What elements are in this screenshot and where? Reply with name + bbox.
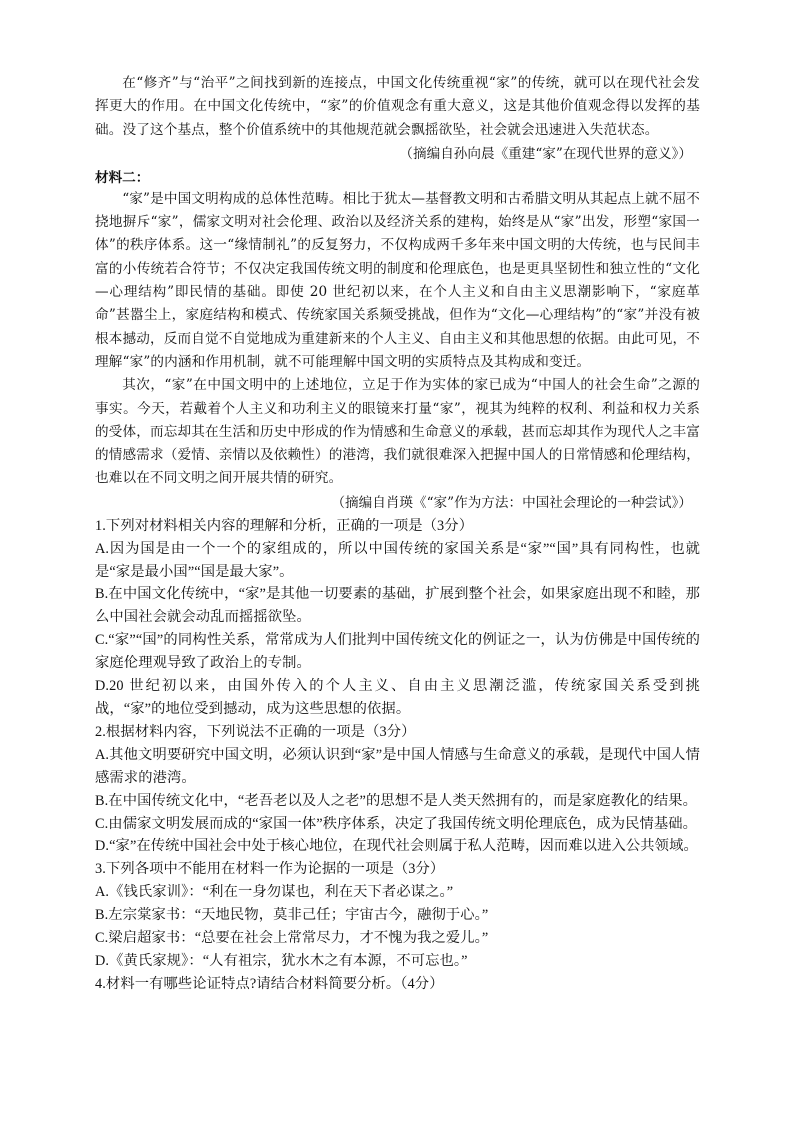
question-3-stem: 3.下列各项中不能用在材料一作为论据的一项是（3分）	[95, 861, 445, 878]
material1-source: （摘编自孙向晨《重建“家”在现代世界的意义》）	[399, 145, 692, 162]
document-page	[95, 72, 700, 996]
question-1-option-b: B.在中国文化传统中，“家”是其他一切要素的基础，扩展到整个社会，如果家庭出现不和睦，那么中国社会就会动乱而摇摇欲坠。	[95, 586, 700, 626]
question-1-option-a: A.因为国是由一个一个的家组成的，所以中国传统的家国关系是“家”“国”具有同构性，也就是“家是最小国”“国是最大家”。	[95, 540, 700, 580]
question-2-option-c: C.由儒家文明发展而成的“家国一体”秩序体系，决定了我国传统文明伦理底色，成为民情基础。	[95, 815, 698, 832]
material2-heading: 材料二：	[95, 169, 150, 186]
question-1-stem: 1.下列对材料相关内容的理解和分析，正确的一项是（3分）	[95, 517, 474, 534]
question-1-option-c: C.“家”“国”的同构性关系，常常成为人们批判中国传统文化的例证之一，认为仿佛是中国传统的家庭伦理观导致了政治上的专制。	[95, 632, 700, 672]
question-2-option-d: D.“家”在传统中国社会中处于核心地位，在现代社会则属于私人范畴，因而难以进入公共领域。	[95, 838, 698, 855]
question-2-option-b: B.在中国传统文化中，“老吾老以及人之老”的思想不是人类天然拥有的，而是家庭教化的结果。	[95, 792, 698, 809]
material2-paragraph-1: “家”是中国文明构成的总体性范畴。相比于犹太—基督教文明和古希腊文明从其起点上就不屈不挠地摒斥“家”，儒家文明对社会伦理、政治以及经济关系的建构，始终是从“家”出发，形塑“家国一体”的秩序体系。这一“缘情制礼”的反复努力，不仅构成两千多年来中国文明的大传统，也与民间丰富的小传统若合符节；不仅决定我国传统文明的制度和伦理底色，也是更具坚韧性和独立性的“文化—心理结构”即民情的基础。即使 20 世纪初以来，在个人主义和自由主义思潮影响下，“家庭革命”甚嚣尘上，家庭结构和模式、传统家国关系频受挑战，但作为“文化—心理结构”的“家”并没有被根本撼动，反而自觉不自觉地成为重建新来的个人主义、自由主义和其他思想的依据。由此可见，不理解“家”的内涵和作用机制，就不可能理解中国文明的实质特点及其构成和变迁。	[95, 190, 700, 370]
question-4-stem: 4.材料一有哪些论证特点?请结合材料简要分析。（4分）	[95, 975, 444, 992]
question-3-option-c: C.梁启超家书：“总要在社会上常常尽力，才不愧为我之爱儿。”	[95, 930, 489, 947]
material1-tail-paragraph: 在“修齐”与“治平”之间找到新的连接点，中国文化传统重视“家”的传统，就可以在现代社会发挥更大的作用。在中国文化传统中，“家”的价值观念有重大意义，这是其他价值观念得以发挥的基础。没了这个基点，整个价值系统中的其他规范就会飘摇欲坠，社会就会迅速进入失范状态。	[95, 75, 700, 138]
material2-source: （摘编自肖瑛《“家”作为方法：中国社会理论的一种尝试》）	[331, 494, 692, 511]
question-3-option-d: D.《黄氏家规》：“人有祖宗，犹水木之有本源，不可忘也。”	[95, 952, 468, 969]
question-3-option-a: A.《钱氏家训》：“利在一身勿谋也，利在天下者必谋之。”	[95, 884, 454, 901]
question-3-option-b: B.左宗棠家书：“天地民物，莫非己任；宇宙古今，融彻于心。”	[95, 907, 489, 924]
material2-paragraph-2: 其次，“家”在中国文明中的上述地位，立足于作为实体的家已成为“中国人的社会生命”之源的事实。今天，若戴着个人主义和功利主义的眼镜来打量“家”，视其为纯粹的权利、利益和权力关系的受体，而忘却其在生活和历史中形成的作为情感和生命意义的承载，甚而忘却其作为现代人之丰富的情感需求（爱情、亲情以及依赖性）的港湾，我们就很难深入把握中国人的日常情感和伦理结构，也难以在不同文明之间开展共情的研究。	[95, 377, 700, 487]
question-2-stem: 2.根据材料内容，下列说法不正确的一项是（3分）	[95, 723, 416, 740]
question-1-option-d: D.20 世纪初以来，由国外传入的个人主义、自由主义思潮泛滥，传统家国关系受到挑战，“家”的地位受到撼动，成为这些思想的依据。	[95, 678, 700, 717]
question-2-option-a: A.其他文明要研究中国文明，必须认识到“家”是中国人情感与生命意义的承载，是现代中国人情感需求的港湾。	[95, 746, 700, 786]
